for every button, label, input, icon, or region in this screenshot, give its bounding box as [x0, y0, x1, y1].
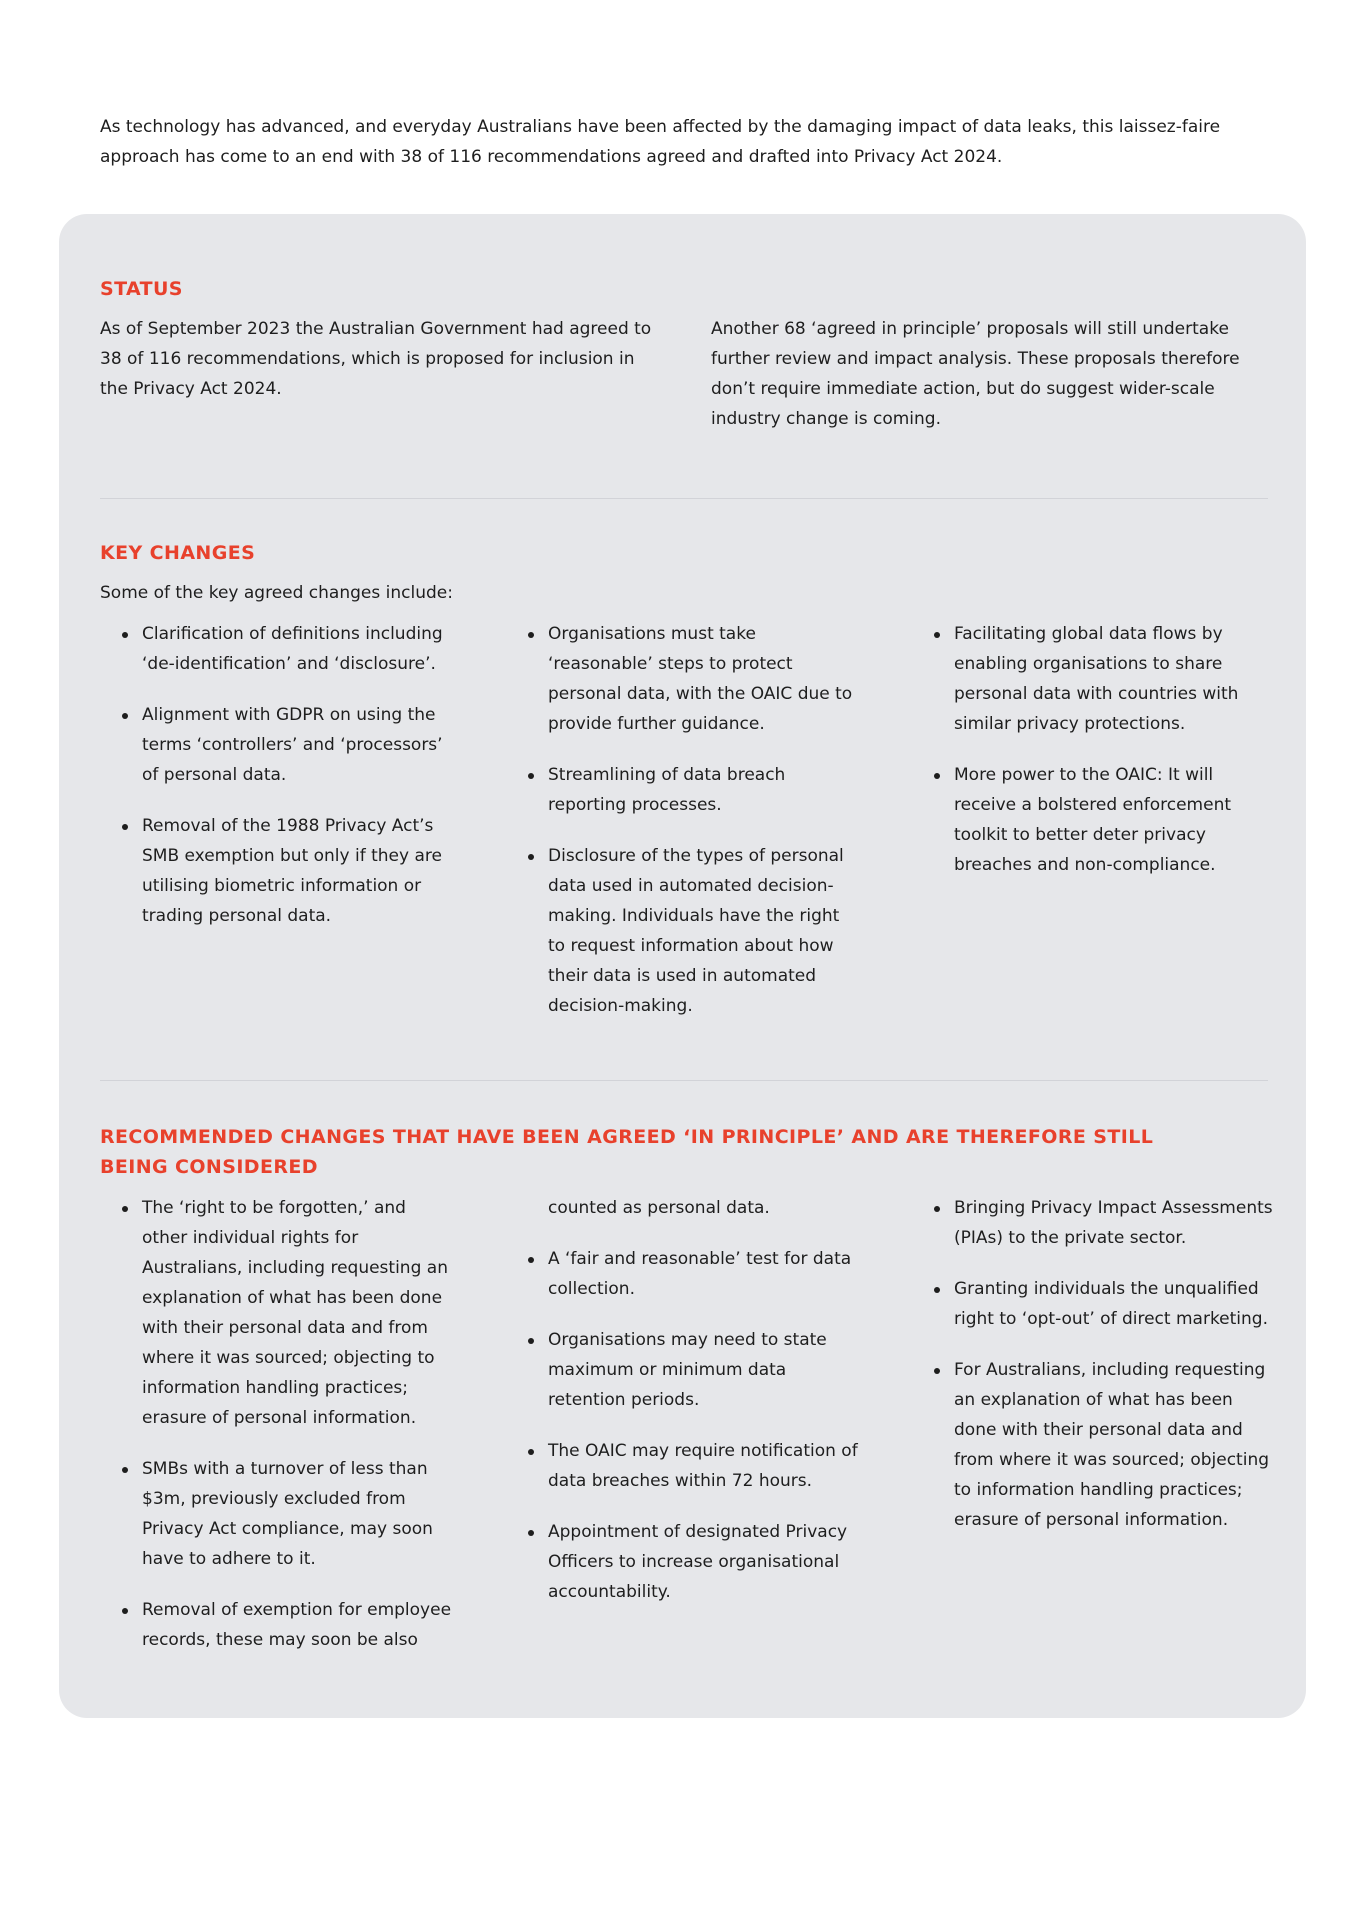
bullet-icon: [528, 1530, 534, 1536]
key-changes-column-3: [912, 619, 1264, 901]
list-item: The OAIC may require notification of data breaches within 72 hours.: [506, 1436, 858, 1496]
bullet-icon: [122, 713, 128, 719]
bullet-icon: [122, 1206, 128, 1212]
list-item: Clarification of definitions including ‘de-identification’ and ‘disclosure’.: [100, 619, 452, 679]
intro-paragraph: As technology has advanced, and everyday Australians have been affected by the damaging impact of data leaks, this laissez-faire approach has come to an end with 38 of 116 recommendations agreed and drafted into Privacy Act 2024.: [100, 117, 1221, 167]
list-item: More power to the OAIC: It will receive a bolstered enforcement toolkit to better deter privacy breaches and non-compliance.: [912, 760, 1264, 880]
bullet-icon: [528, 773, 534, 779]
list-item: The ‘right to be forgotten,’ and other individual rights for Australians, including requesting an explanation of what has been done with their personal data and from where it was sourced; objecting to information handling practices; erasure of personal information.: [100, 1193, 452, 1433]
in-principle-column-2: [506, 1193, 858, 1628]
bullet-icon: [934, 1368, 940, 1374]
status-right-text: Another 68 ‘agreed in principle’ proposals will still undertake further review and impact analysis. These proposals therefore don’t require immediate action, but do suggest wider-scale industry change is coming.: [711, 319, 1240, 429]
list-item: Organisations must take ‘reasonable’ steps to protect personal data, with the OAIC due to provide further guidance.: [506, 619, 858, 739]
list-item: Granting individuals the unqualified right to ‘opt-out’ of direct marketing.: [912, 1274, 1274, 1334]
in-principle-column-3: [912, 1193, 1274, 1556]
list-item: Organisations may need to state maximum or minimum data retention periods.: [506, 1325, 858, 1415]
bullet-icon: [528, 632, 534, 638]
bullet-icon: [934, 632, 940, 638]
list-item-continuation: counted as personal data.: [548, 1198, 770, 1218]
bullet-icon: [122, 824, 128, 830]
bullet-icon: [934, 773, 940, 779]
list-item: Facilitating global data flows by enabling organisations to share personal data with countries with similar privacy protections.: [912, 619, 1264, 739]
info-panel: [59, 214, 1306, 1718]
bullet-icon: [528, 854, 534, 860]
list-item: Appointment of designated Privacy Officers to increase organisational accountability.: [506, 1517, 858, 1607]
bullet-icon: [528, 1257, 534, 1263]
list-item: Alignment with GDPR on using the terms ‘controllers’ and ‘processors’ of personal data.: [100, 700, 452, 790]
list-item: A ‘fair and reasonable’ test for data collection.: [506, 1244, 858, 1304]
section-divider: [100, 498, 1268, 499]
bullet-icon: [122, 1608, 128, 1614]
in-principle-heading: RECOMMENDED CHANGES THAT HAVE BEEN AGREED ‘IN PRINCIPLE’ AND ARE THEREFORE STILL BEING CONSIDERED: [100, 1126, 1154, 1178]
bullet-icon: [122, 1467, 128, 1473]
status-left-text: As of September 2023 the Australian Government had agreed to 38 of 116 recommendations, which is proposed for inclusion in the Privacy Act 2024.: [100, 319, 652, 399]
key-changes-column-2: [506, 619, 858, 1042]
bullet-icon: [528, 1338, 534, 1344]
in-principle-column-1: [100, 1193, 452, 1676]
list-item: For Australians, including requesting an explanation of what has been done with their personal data and from where it was sourced; objecting to information handling practices; erasure of personal information.: [912, 1355, 1274, 1535]
key-changes-heading: KEY CHANGES: [100, 542, 256, 564]
status-heading: STATUS: [100, 278, 183, 300]
list-item: Removal of the 1988 Privacy Act’s SMB exemption but only if they are utilising biometric information or trading personal data.: [100, 811, 452, 931]
bullet-icon: [122, 632, 128, 638]
key-changes-intro: Some of the key agreed changes include:: [100, 583, 453, 603]
bullet-icon: [528, 1449, 534, 1455]
bullet-icon: [934, 1287, 940, 1293]
bullet-icon: [934, 1206, 940, 1212]
list-item: Removal of exemption for employee records, these may soon be also: [100, 1595, 452, 1655]
section-divider: [100, 1080, 1268, 1081]
key-changes-column-1: [100, 619, 452, 952]
list-item: Bringing Privacy Impact Assessments (PIAs) to the private sector.: [912, 1193, 1274, 1253]
list-item: Disclosure of the types of personal data used in automated decision-making. Individuals have the right to request information about how their data is used in automated decision-making.: [506, 841, 858, 1021]
list-item: SMBs with a turnover of less than $3m, previously excluded from Privacy Act compliance, may soon have to adhere to it.: [100, 1454, 452, 1574]
list-item: Streamlining of data breach reporting processes.: [506, 760, 858, 820]
